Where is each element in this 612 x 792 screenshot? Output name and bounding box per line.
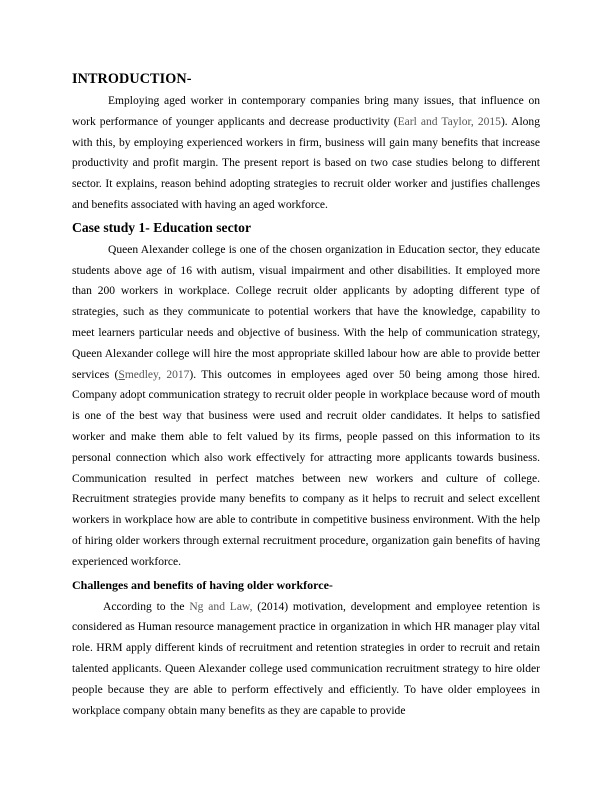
- introduction-paragraph: [72, 91, 540, 216]
- case-study-1-paragraph: [72, 240, 540, 573]
- introduction-citation: Earl and Taylor, 2015: [397, 115, 501, 128]
- introduction-heading: INTRODUCTION-: [72, 71, 192, 87]
- introduction-text-1: Employing aged worker in contemporary companies bring many issues, that influence on work performance of younger applicants and decrease productivity (: [72, 95, 540, 128]
- challenges-heading: Challenges and benefits of having older workforce-: [72, 577, 333, 592]
- case-study-1-text-1: Queen Alexander college is one of the chosen organization in Education sector, they educate students above age of 16 with autism, visual impairment and other disabilities. It employed more than 200 workers in workplace. College recruit older applicants by adopting different type of strategies, such as they communicate to potential workers that have the knowledge, capability to meet learners particular needs and objective of business. With the help of communication strategy, Queen Alexander college will hire the most appropriate skilled labour how are able to provide better services (: [72, 243, 540, 381]
- challenges-text-2: (2014) motivation, development and employee retention is considered as Human resource management practice in organization in which HR manager play vital role. HRM apply different kinds of recruitment and retention strategies in order to recruit and retain talented applicants. Queen Alexander college used communication recruitment strategy to hire older people because they are able to perform effectively and efficiently. To have older employees in workplace company obtain many benefits as they are capable to provide: [72, 600, 540, 717]
- challenges-paragraph: [72, 597, 540, 722]
- case-study-1-text-2: ). This outcomes in employees aged over 50 being among those hired. Company adopt communication strategy to recruit older people in workplace because word of mouth is one of the best way that business were used and recruit older candidates. It helps to satisfied worker and make them able to felt valued by its firms, people passed on this information to its personal connection which also work effectively for attracting more applicants towards business. Communication resulted in perfect matches between new workers and culture of college. Recruitment strategies provide many benefits to company as it helps to recruit and select excellent workers in workplace how are able to contribute in competitive business environment. With the help of hiring older workers through external recruitment procedure, organization gain benefits of having experienced workforce.: [72, 368, 541, 568]
- case-study-1-citation: medley, 2017: [124, 368, 190, 381]
- case-study-1-heading: Case study 1- Education sector: [72, 219, 251, 235]
- document-page: [72, 70, 540, 721]
- challenges-citation: Ng and Law,: [189, 600, 253, 613]
- case-study-1-citation-initial: S: [118, 368, 125, 381]
- introduction-text-2: ). Along with this, by employing experienced workers in firm, business will gain many benefits that increase productivity and profit margin. The present report is based on two case studies belong to different sector. It explains, reason behind adopting strategies to recruit older worker and justifies challenges and benefits associated with having an aged workforce.: [72, 115, 540, 211]
- challenges-text-1: According to the: [103, 600, 190, 613]
